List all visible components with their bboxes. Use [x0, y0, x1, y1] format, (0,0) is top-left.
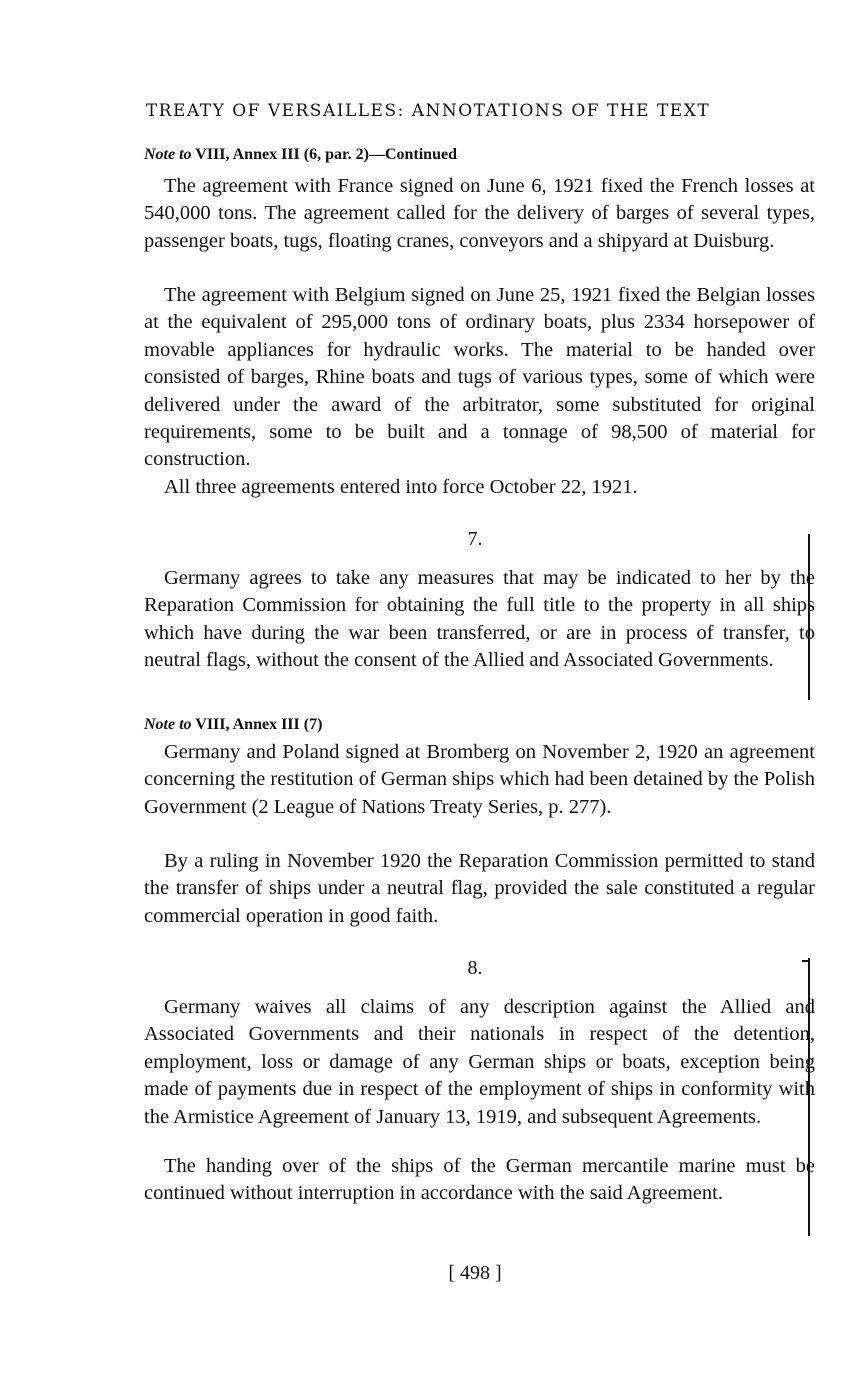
- running-head: TREATY OF VERSAILLES: ANNOTATIONS OF THE TEXT: [145, 101, 711, 121]
- note-prefix: Note to: [144, 146, 192, 163]
- page-number: [ 498 ]: [448, 1262, 502, 1284]
- note-reference: VIII, Annex III (6, par. 2)—Continued: [195, 146, 457, 163]
- note-paragraph-france: The agreement with France signed on June 6, 1921 fixed the French losses at 540,000 tons. The agreement called for the delivery of barges of several types, passenger boats, tugs, floating cranes, conveyors and a shipyard at Duisburg.: [144, 175, 815, 252]
- note-reference: VIII, Annex III (7): [195, 716, 323, 733]
- note-paragraph-bromberg: Germany and Poland signed at Bromberg on November 2, 1920 an agreement concerning the restitution of German ships which had been detained by the Polish Government (2 League of Nations Treaty Series, p. 277).: [144, 741, 815, 818]
- article-number-7: 7.: [467, 528, 483, 550]
- note-prefix: Note to: [144, 716, 192, 733]
- note-paragraph-belgium: The agreement with Belgium signed on June 25, 1921 fixed the Belgian losses at the equivalent of 295,000 tons of ordinary boats, plus 2334 horsepower of movable appliances for hydraulic works. The material to be handed over consisted of barges, Rhine boats and tugs of various types, some of which were delivered under the award of the arbitrator, some substituted for original requirements, some to be built and a tonnage of 98,500 of material for construction.: [144, 284, 815, 471]
- article-8-paragraph-claims: Germany waives all claims of any description against the Allied and Associated Governments and their nationals in respect of the detention, employment, loss or damage of any German ships or boats, exception being made of payments due in respect of the employment of ships in conformity with the Armistice Agreement of January 13, 1919, and subsequent Agreements.: [144, 996, 815, 1128]
- note-paragraph-entry-into-force: All three agreements entered into force October 22, 1921.: [164, 476, 638, 498]
- article-7-text: Germany agrees to take any measures that may be indicated to her by the Reparation Commission for obtaining the full title to the property in all ships which have during the war been transferred, or are in process of transfer, to neutral flags, without the consent of the Allied and Associated Governments.: [144, 567, 815, 672]
- article-number-8: 8.: [467, 957, 483, 979]
- note-heading-annex-3-7: [144, 716, 322, 734]
- note-paragraph-ruling: By a ruling in November 1920 the Reparation Commission permitted to stand the transfer of ships under a neutral flag, provided the sale constituted a regular commercial operation in good faith.: [144, 850, 815, 927]
- article-8-paragraph-handing-over: The handing over of the ships of the German mercantile marine must be continued without interruption in accordance with the said Agreement.: [144, 1155, 815, 1205]
- article-8-rule-tick: [802, 960, 808, 962]
- note-heading-annex-3-6: [144, 146, 457, 164]
